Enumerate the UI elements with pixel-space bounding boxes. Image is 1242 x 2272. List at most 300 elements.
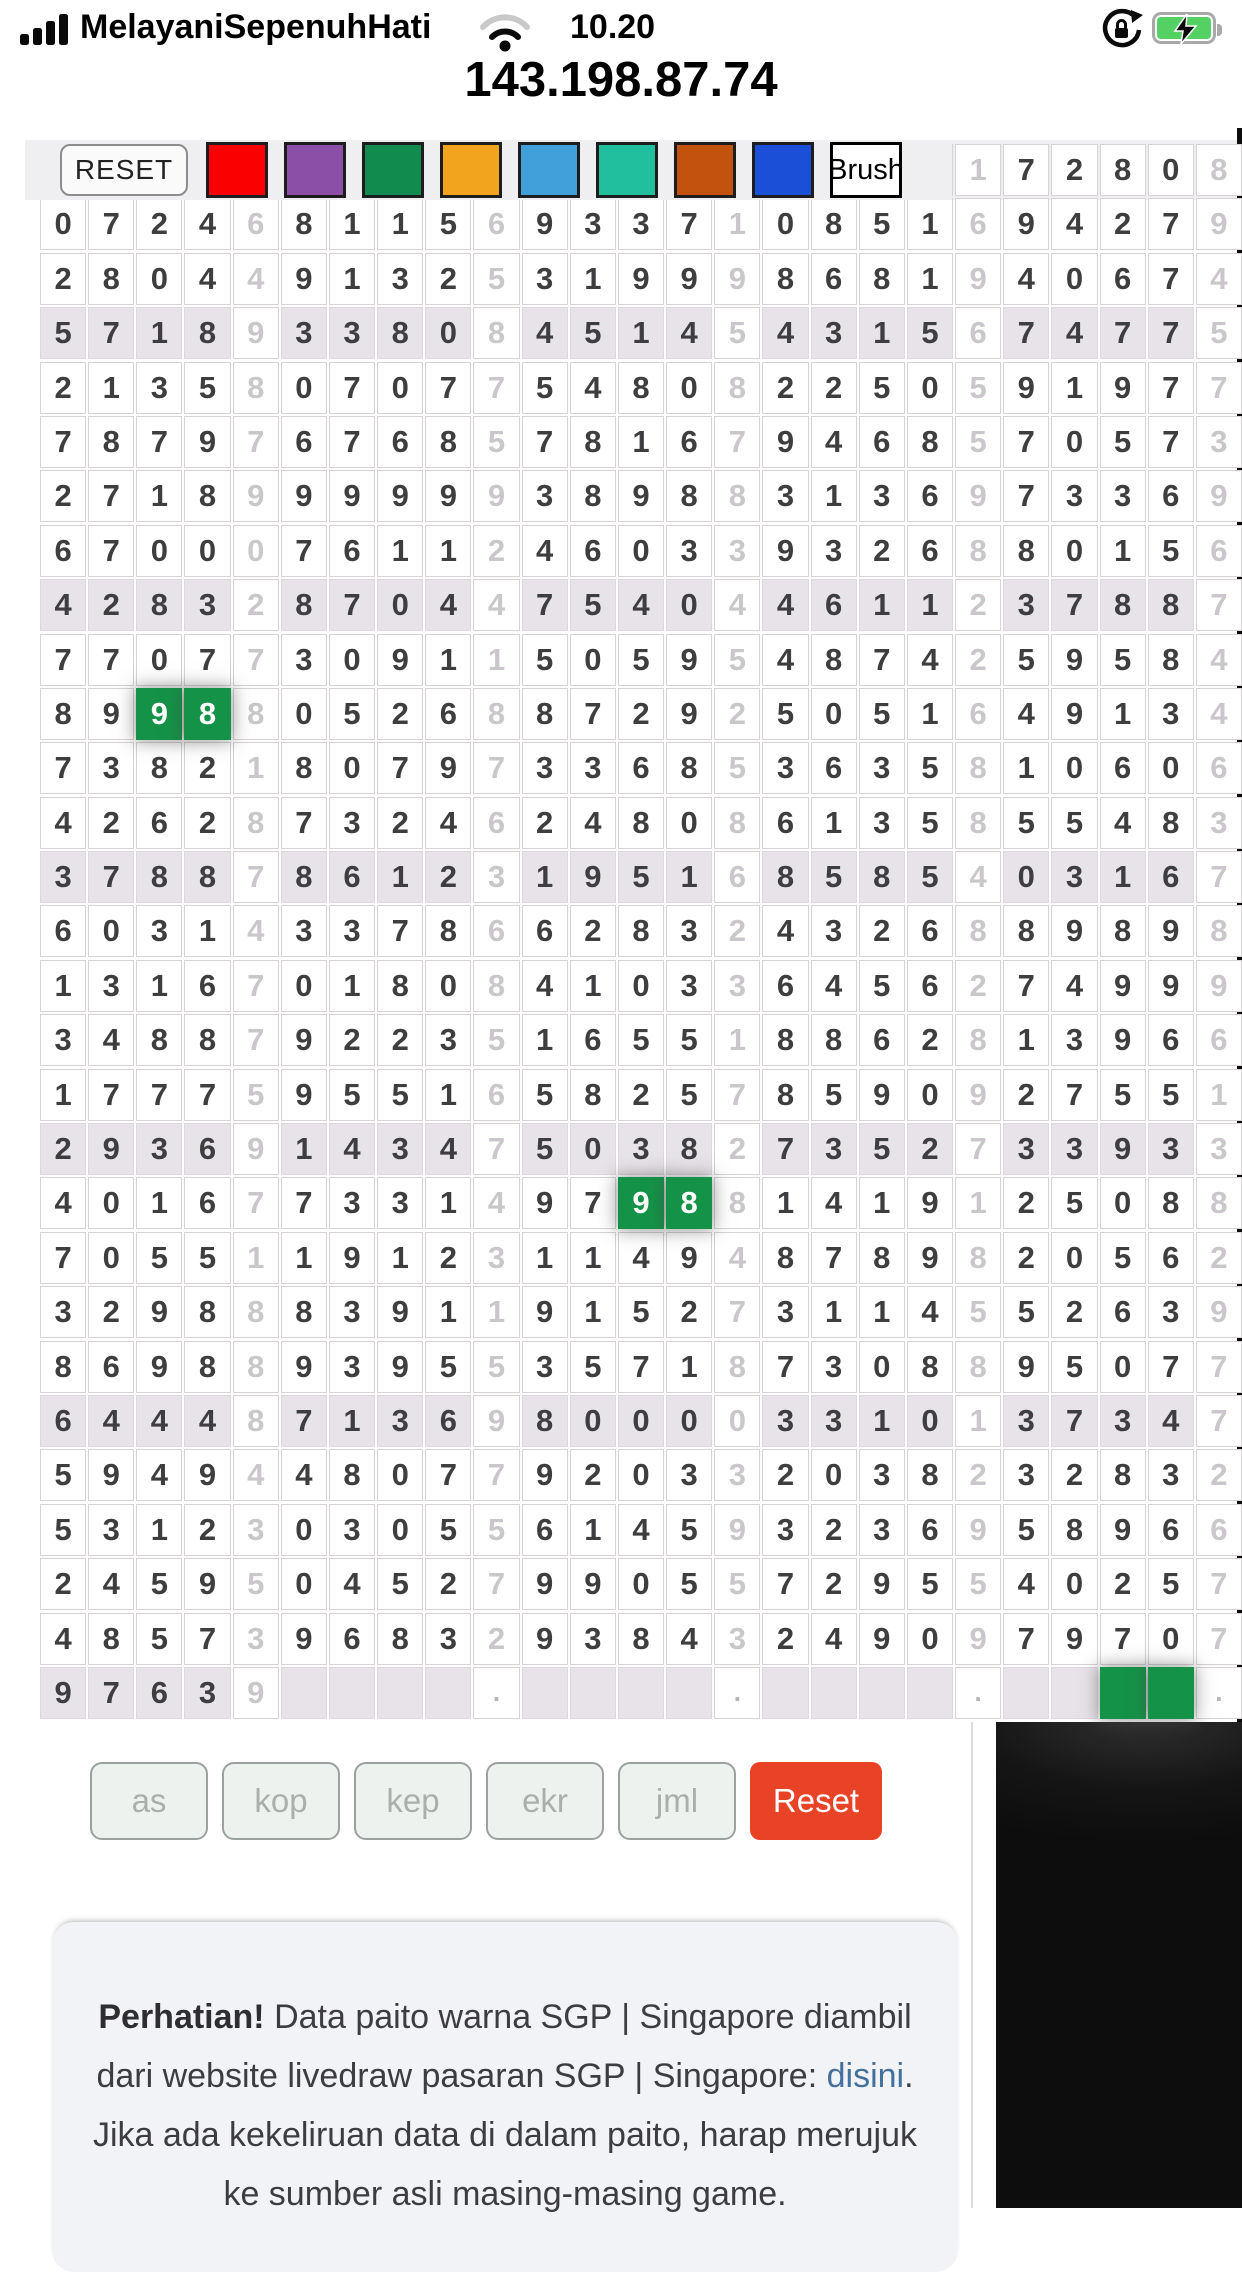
grid-cell[interactable]: 7: [1148, 1341, 1194, 1393]
grid-cell[interactable]: .: [1196, 1667, 1242, 1719]
grid-cell[interactable]: 2: [425, 1558, 471, 1610]
grid-cell[interactable]: 5: [136, 1613, 182, 1665]
grid-cell[interactable]: 2: [1196, 1449, 1242, 1501]
grid-cell[interactable]: 5: [473, 1014, 519, 1066]
grid-cell[interactable]: 0: [329, 742, 375, 794]
grid-cell[interactable]: 1: [1003, 1014, 1049, 1066]
grid-cell[interactable]: 6: [1196, 525, 1242, 577]
grid-cell[interactable]: 2: [714, 688, 760, 740]
grid-cell[interactable]: 9: [570, 851, 616, 903]
grid-cell[interactable]: 8: [1148, 1177, 1194, 1229]
grid-cell[interactable]: 2: [522, 797, 568, 849]
grid-cell[interactable]: [570, 1667, 616, 1719]
grid-cell[interactable]: 7: [377, 905, 423, 957]
grid-cell[interactable]: 8: [377, 307, 423, 359]
grid-cell[interactable]: 9: [570, 1558, 616, 1610]
grid-cell[interactable]: 2: [955, 634, 1001, 686]
color-swatch-teal[interactable]: [596, 142, 658, 198]
grid-cell[interactable]: 3: [1196, 797, 1242, 849]
grid-cell[interactable]: 5: [1100, 1232, 1146, 1284]
grid-cell[interactable]: 4: [811, 1613, 857, 1665]
color-swatch-blue[interactable]: [752, 142, 814, 198]
grid-cell[interactable]: 7: [329, 416, 375, 468]
grid-cell[interactable]: 0: [377, 362, 423, 414]
grid-cell[interactable]: 0: [666, 362, 712, 414]
grid-cell[interactable]: 0: [281, 960, 327, 1012]
grid-cell[interactable]: 6: [425, 688, 471, 740]
grid-cell[interactable]: 9: [1100, 1014, 1146, 1066]
grid-cell[interactable]: 7: [1148, 416, 1194, 468]
grid-cell[interactable]: 1: [907, 579, 953, 631]
grid-cell[interactable]: 7: [1196, 851, 1242, 903]
grid-cell[interactable]: 7: [329, 579, 375, 631]
grid-cell[interactable]: 3: [714, 525, 760, 577]
grid-cell[interactable]: 4: [522, 960, 568, 1012]
grid-cell[interactable]: 4: [233, 1449, 279, 1501]
grid-cell[interactable]: 5: [1100, 1069, 1146, 1121]
grid-cell[interactable]: 5: [40, 307, 86, 359]
grid-cell[interactable]: 0: [377, 579, 423, 631]
grid-cell[interactable]: 4: [1196, 688, 1242, 740]
grid-cell[interactable]: 4: [762, 634, 808, 686]
grid-cell[interactable]: 4: [1051, 307, 1097, 359]
reset-button[interactable]: Reset: [750, 1762, 882, 1840]
grid-cell[interactable]: 9: [714, 253, 760, 305]
grid-cell[interactable]: 1: [88, 362, 134, 414]
color-swatch-green[interactable]: [362, 142, 424, 198]
grid-cell[interactable]: 3: [714, 1613, 760, 1665]
grid-cell[interactable]: 9: [666, 1232, 712, 1284]
grid-cell[interactable]: 1: [955, 1177, 1001, 1229]
grid-cell[interactable]: 8: [762, 1014, 808, 1066]
grid-cell[interactable]: 0: [136, 253, 182, 305]
grid-cell[interactable]: 0: [618, 1395, 664, 1447]
grid-cell[interactable]: 6: [233, 198, 279, 250]
grid-cell[interactable]: 9: [762, 416, 808, 468]
grid-cell[interactable]: 8: [618, 1613, 664, 1665]
grid-cell[interactable]: 0: [184, 525, 230, 577]
grid-cell[interactable]: 4: [473, 1177, 519, 1229]
grid-cell[interactable]: 7: [762, 1123, 808, 1175]
grid-cell[interactable]: 4: [955, 851, 1001, 903]
grid-cell[interactable]: 4: [714, 579, 760, 631]
grid-cell[interactable]: 1: [1100, 688, 1146, 740]
grid-cell[interactable]: 8: [184, 1341, 230, 1393]
grid-cell[interactable]: 0: [1051, 1232, 1097, 1284]
grid-cell[interactable]: 0: [1148, 144, 1194, 196]
filter-button-kep[interactable]: kep: [354, 1762, 472, 1840]
grid-cell[interactable]: 5: [666, 1069, 712, 1121]
grid-cell[interactable]: 9: [377, 470, 423, 522]
grid-cell[interactable]: 1: [1100, 525, 1146, 577]
grid-cell[interactable]: 7: [377, 742, 423, 794]
grid-cell[interactable]: 9: [1051, 1613, 1097, 1665]
grid-cell[interactable]: 2: [762, 1613, 808, 1665]
grid-cell[interactable]: 3: [473, 851, 519, 903]
grid-cell[interactable]: 8: [184, 851, 230, 903]
grid-cell[interactable]: 4: [1148, 1395, 1194, 1447]
grid-cell[interactable]: 8: [136, 851, 182, 903]
grid-cell[interactable]: 7: [40, 416, 86, 468]
grid-cell[interactable]: 7: [1003, 1613, 1049, 1665]
grid-cell[interactable]: 3: [762, 1395, 808, 1447]
grid-cell[interactable]: [618, 1667, 664, 1719]
grid-cell[interactable]: 8: [762, 1069, 808, 1121]
grid-cell[interactable]: 7: [233, 416, 279, 468]
grid-cell[interactable]: 4: [618, 1232, 664, 1284]
grid-cell[interactable]: 7: [88, 634, 134, 686]
grid-cell[interactable]: 5: [666, 1504, 712, 1556]
filter-button-as[interactable]: as: [90, 1762, 208, 1840]
grid-cell[interactable]: 3: [233, 1504, 279, 1556]
grid-cell[interactable]: 5: [762, 688, 808, 740]
grid-cell[interactable]: 3: [136, 1123, 182, 1175]
grid-cell[interactable]: 1: [473, 1286, 519, 1338]
grid-cell[interactable]: 2: [1051, 1286, 1097, 1338]
grid-cell[interactable]: 8: [955, 1341, 1001, 1393]
grid-cell[interactable]: 9: [859, 1613, 905, 1665]
grid-cell[interactable]: 6: [907, 470, 953, 522]
color-swatch-red[interactable]: [206, 142, 268, 198]
grid-cell[interactable]: 8: [859, 253, 905, 305]
grid-cell[interactable]: [377, 1667, 423, 1719]
grid-cell[interactable]: 1: [377, 198, 423, 250]
grid-cell[interactable]: 7: [955, 1123, 1001, 1175]
grid-cell[interactable]: 6: [1148, 1504, 1194, 1556]
grid-cell[interactable]: 1: [811, 1286, 857, 1338]
grid-cell[interactable]: 8: [714, 362, 760, 414]
grid-cell[interactable]: 3: [1051, 851, 1097, 903]
grid-cell[interactable]: 7: [184, 1069, 230, 1121]
grid-cell[interactable]: 2: [859, 905, 905, 957]
grid-cell[interactable]: 8: [666, 470, 712, 522]
grid-cell[interactable]: 3: [1051, 470, 1097, 522]
grid-cell[interactable]: 1: [522, 851, 568, 903]
grid-cell[interactable]: 2: [618, 1069, 664, 1121]
grid-cell[interactable]: 3: [1051, 1014, 1097, 1066]
grid-cell[interactable]: 8: [618, 905, 664, 957]
grid-cell[interactable]: 9: [425, 470, 471, 522]
grid-cell[interactable]: 9: [522, 1449, 568, 1501]
grid-cell[interactable]: [859, 1667, 905, 1719]
grid-cell[interactable]: 7: [233, 960, 279, 1012]
grid-cell[interactable]: 8: [88, 416, 134, 468]
grid-cell[interactable]: 5: [425, 198, 471, 250]
grid-cell[interactable]: 4: [522, 525, 568, 577]
grid-cell[interactable]: 4: [907, 634, 953, 686]
grid-cell[interactable]: 1: [425, 1069, 471, 1121]
grid-cell[interactable]: 3: [859, 1449, 905, 1501]
grid-cell[interactable]: 5: [570, 1341, 616, 1393]
grid-cell[interactable]: 3: [281, 905, 327, 957]
grid-cell[interactable]: 3: [329, 1504, 375, 1556]
grid-cell[interactable]: 4: [762, 905, 808, 957]
grid-cell[interactable]: 6: [714, 851, 760, 903]
grid-cell[interactable]: 2: [40, 470, 86, 522]
grid-cell[interactable]: 3: [570, 198, 616, 250]
grid-cell[interactable]: 8: [184, 688, 230, 740]
grid-cell[interactable]: 2: [88, 1286, 134, 1338]
grid-cell[interactable]: 5: [329, 688, 375, 740]
grid-cell[interactable]: 9: [1100, 960, 1146, 1012]
grid-cell[interactable]: 1: [955, 1395, 1001, 1447]
grid-cell[interactable]: 9: [955, 470, 1001, 522]
grid-cell[interactable]: 3: [377, 1395, 423, 1447]
grid-cell[interactable]: 6: [88, 1341, 134, 1393]
grid-cell[interactable]: 1: [859, 1177, 905, 1229]
grid-cell[interactable]: 3: [1148, 1286, 1194, 1338]
grid-cell[interactable]: 1: [618, 307, 664, 359]
grid-cell[interactable]: 5: [1003, 1286, 1049, 1338]
grid-cell[interactable]: 1: [40, 960, 86, 1012]
grid-cell[interactable]: 1: [955, 144, 1001, 196]
grid-cell[interactable]: 9: [281, 1014, 327, 1066]
grid-cell[interactable]: 0: [136, 525, 182, 577]
grid-cell[interactable]: 3: [136, 362, 182, 414]
grid-cell[interactable]: 2: [88, 579, 134, 631]
grid-cell[interactable]: 9: [136, 1341, 182, 1393]
grid-cell[interactable]: 9: [522, 1286, 568, 1338]
grid-cell[interactable]: 9: [1051, 905, 1097, 957]
grid-cell[interactable]: 9: [233, 307, 279, 359]
grid-cell[interactable]: [1148, 1667, 1194, 1719]
grid-cell[interactable]: 9: [666, 253, 712, 305]
grid-cell[interactable]: 6: [329, 1613, 375, 1665]
grid-cell[interactable]: 2: [40, 1558, 86, 1610]
grid-cell[interactable]: 0: [1051, 416, 1097, 468]
grid-cell[interactable]: 6: [377, 416, 423, 468]
grid-cell[interactable]: 9: [522, 1613, 568, 1665]
grid-cell[interactable]: 7: [1148, 253, 1194, 305]
grid-cell[interactable]: 7: [1100, 307, 1146, 359]
grid-cell[interactable]: 3: [1196, 1123, 1242, 1175]
grid-cell[interactable]: 6: [570, 1014, 616, 1066]
grid-cell[interactable]: 6: [40, 1395, 86, 1447]
grid-cell[interactable]: 0: [1100, 1177, 1146, 1229]
grid-cell[interactable]: 7: [859, 634, 905, 686]
grid-cell[interactable]: 6: [329, 851, 375, 903]
grid-cell[interactable]: 0: [859, 1341, 905, 1393]
grid-cell[interactable]: 7: [1148, 198, 1194, 250]
grid-cell[interactable]: 9: [184, 1558, 230, 1610]
grid-cell[interactable]: 5: [907, 797, 953, 849]
grid-cell[interactable]: 5: [184, 1232, 230, 1284]
grid-cell[interactable]: 2: [88, 797, 134, 849]
grid-cell[interactable]: 0: [425, 307, 471, 359]
grid-cell[interactable]: 6: [811, 253, 857, 305]
grid-cell[interactable]: 9: [88, 1123, 134, 1175]
grid-cell[interactable]: 3: [859, 1504, 905, 1556]
grid-cell[interactable]: 5: [1100, 634, 1146, 686]
grid-cell[interactable]: 2: [1003, 1232, 1049, 1284]
grid-cell[interactable]: 1: [1003, 742, 1049, 794]
grid-cell[interactable]: 8: [522, 1395, 568, 1447]
grid-cell[interactable]: .: [473, 1667, 519, 1719]
grid-cell[interactable]: 0: [88, 905, 134, 957]
grid-cell[interactable]: 6: [1100, 742, 1146, 794]
grid-cell[interactable]: [522, 1667, 568, 1719]
grid-cell[interactable]: 8: [184, 307, 230, 359]
grid-cell[interactable]: 2: [907, 1014, 953, 1066]
grid-cell[interactable]: 1: [329, 253, 375, 305]
grid-cell[interactable]: 8: [762, 851, 808, 903]
grid-cell[interactable]: 9: [955, 253, 1001, 305]
grid-cell[interactable]: 6: [473, 1069, 519, 1121]
grid-cell[interactable]: 7: [233, 1177, 279, 1229]
grid-cell[interactable]: 9: [522, 1558, 568, 1610]
grid-cell[interactable]: 5: [714, 634, 760, 686]
grid-cell[interactable]: 5: [618, 634, 664, 686]
grid-cell[interactable]: 1: [859, 1286, 905, 1338]
grid-cell[interactable]: 8: [955, 742, 1001, 794]
grid-cell[interactable]: 0: [136, 634, 182, 686]
grid-cell[interactable]: 5: [1148, 525, 1194, 577]
grid-cell[interactable]: 3: [811, 307, 857, 359]
grid-cell[interactable]: 0: [907, 1613, 953, 1665]
grid-cell[interactable]: 5: [473, 253, 519, 305]
grid-cell[interactable]: 6: [1100, 1286, 1146, 1338]
grid-cell[interactable]: 0: [1051, 525, 1097, 577]
grid-cell[interactable]: 9: [618, 253, 664, 305]
grid-cell[interactable]: 0: [618, 1449, 664, 1501]
grid-cell[interactable]: 6: [184, 1123, 230, 1175]
grid-cell[interactable]: 1: [859, 1395, 905, 1447]
color-swatch-sky-blue[interactable]: [518, 142, 580, 198]
grid-cell[interactable]: 3: [714, 1449, 760, 1501]
grid-cell[interactable]: 3: [859, 742, 905, 794]
grid-cell[interactable]: 7: [811, 1232, 857, 1284]
grid-cell[interactable]: 4: [1196, 253, 1242, 305]
grid-cell[interactable]: 4: [40, 797, 86, 849]
grid-cell[interactable]: 4: [666, 1613, 712, 1665]
grid-cell[interactable]: 4: [281, 1449, 327, 1501]
grid-cell[interactable]: 5: [955, 1558, 1001, 1610]
grid-cell[interactable]: 8: [233, 1286, 279, 1338]
grid-cell[interactable]: 6: [811, 742, 857, 794]
grid-cell[interactable]: 6: [570, 525, 616, 577]
grid-cell[interactable]: 3: [1003, 1123, 1049, 1175]
grid-cell[interactable]: 0: [1148, 742, 1194, 794]
grid-cell[interactable]: .: [955, 1667, 1001, 1719]
grid-cell[interactable]: 4: [1003, 253, 1049, 305]
grid-cell[interactable]: 4: [40, 1177, 86, 1229]
grid-cell[interactable]: 4: [233, 905, 279, 957]
grid-cell[interactable]: 3: [329, 1341, 375, 1393]
grid-cell[interactable]: 7: [762, 1341, 808, 1393]
grid-cell[interactable]: 8: [811, 198, 857, 250]
grid-cell[interactable]: 3: [329, 307, 375, 359]
grid-cell[interactable]: 1: [859, 579, 905, 631]
grid-cell[interactable]: 9: [88, 1449, 134, 1501]
grid-cell[interactable]: 7: [473, 1558, 519, 1610]
grid-cell[interactable]: 3: [762, 470, 808, 522]
grid-cell[interactable]: 5: [907, 307, 953, 359]
grid-cell[interactable]: 3: [811, 525, 857, 577]
grid-cell[interactable]: 5: [907, 742, 953, 794]
grid-cell[interactable]: 9: [1196, 1286, 1242, 1338]
grid-cell[interactable]: 1: [1196, 1069, 1242, 1121]
grid-cell[interactable]: 3: [522, 1341, 568, 1393]
grid-cell[interactable]: 2: [955, 579, 1001, 631]
grid-cell[interactable]: 2: [377, 1014, 423, 1066]
grid-cell[interactable]: 5: [136, 1558, 182, 1610]
grid-cell[interactable]: 7: [88, 470, 134, 522]
grid-cell[interactable]: 2: [184, 797, 230, 849]
grid-cell[interactable]: 1: [136, 960, 182, 1012]
grid-cell[interactable]: 6: [907, 960, 953, 1012]
grid-cell[interactable]: 8: [473, 688, 519, 740]
grid-cell[interactable]: 2: [329, 1014, 375, 1066]
grid-cell[interactable]: 6: [1148, 1232, 1194, 1284]
grid-cell[interactable]: 8: [233, 797, 279, 849]
grid-cell[interactable]: [666, 1667, 712, 1719]
grid-cell[interactable]: 3: [522, 742, 568, 794]
grid-cell[interactable]: 4: [618, 1504, 664, 1556]
grid-cell[interactable]: 2: [955, 960, 1001, 1012]
grid-cell[interactable]: 9: [88, 688, 134, 740]
grid-cell[interactable]: 9: [1003, 362, 1049, 414]
grid-cell[interactable]: 3: [666, 905, 712, 957]
grid-cell[interactable]: 9: [762, 525, 808, 577]
grid-cell[interactable]: 3: [762, 1504, 808, 1556]
grid-cell[interactable]: 8: [473, 307, 519, 359]
grid-cell[interactable]: 3: [1100, 470, 1146, 522]
grid-cell[interactable]: 0: [618, 525, 664, 577]
grid-cell[interactable]: 3: [184, 579, 230, 631]
grid-cell[interactable]: 5: [425, 1504, 471, 1556]
grid-cell[interactable]: 4: [329, 1558, 375, 1610]
grid-cell[interactable]: 1: [425, 1286, 471, 1338]
grid-cell[interactable]: 7: [1196, 1558, 1242, 1610]
grid-cell[interactable]: [1051, 1667, 1097, 1719]
grid-cell[interactable]: 3: [1003, 579, 1049, 631]
grid-cell[interactable]: 7: [473, 1123, 519, 1175]
grid-cell[interactable]: 5: [570, 579, 616, 631]
grid-cell[interactable]: 7: [425, 1449, 471, 1501]
grid-cell[interactable]: 8: [714, 1341, 760, 1393]
grid-cell[interactable]: 8: [666, 1123, 712, 1175]
grid-cell[interactable]: 7: [1003, 960, 1049, 1012]
grid-cell[interactable]: 3: [570, 742, 616, 794]
grid-cell[interactable]: 7: [1051, 1395, 1097, 1447]
grid-cell[interactable]: 3: [40, 1014, 86, 1066]
grid-cell[interactable]: 1: [666, 1341, 712, 1393]
grid-cell[interactable]: 8: [1100, 579, 1146, 631]
grid-cell[interactable]: 1: [714, 198, 760, 250]
grid-cell[interactable]: 6: [811, 579, 857, 631]
grid-cell[interactable]: 1: [329, 1395, 375, 1447]
grid-cell[interactable]: 9: [859, 1558, 905, 1610]
grid-cell[interactable]: 7: [714, 1069, 760, 1121]
grid-cell[interactable]: 0: [618, 960, 664, 1012]
grid-cell[interactable]: [811, 1667, 857, 1719]
grid-cell[interactable]: 9: [666, 634, 712, 686]
grid-cell[interactable]: 4: [425, 1123, 471, 1175]
grid-cell[interactable]: 2: [811, 1558, 857, 1610]
grid-cell[interactable]: 8: [377, 960, 423, 1012]
grid-cell[interactable]: 5: [1148, 1069, 1194, 1121]
grid-cell[interactable]: 8: [666, 1177, 712, 1229]
grid-cell[interactable]: 5: [666, 1558, 712, 1610]
grid-cell[interactable]: 5: [955, 362, 1001, 414]
grid-cell[interactable]: 5: [522, 1069, 568, 1121]
grid-cell[interactable]: 5: [859, 688, 905, 740]
grid-cell[interactable]: 5: [955, 416, 1001, 468]
grid-cell[interactable]: 0: [1148, 1613, 1194, 1665]
grid-cell[interactable]: 2: [184, 1504, 230, 1556]
grid-cell[interactable]: 8: [1051, 1504, 1097, 1556]
grid-cell[interactable]: 9: [329, 1232, 375, 1284]
